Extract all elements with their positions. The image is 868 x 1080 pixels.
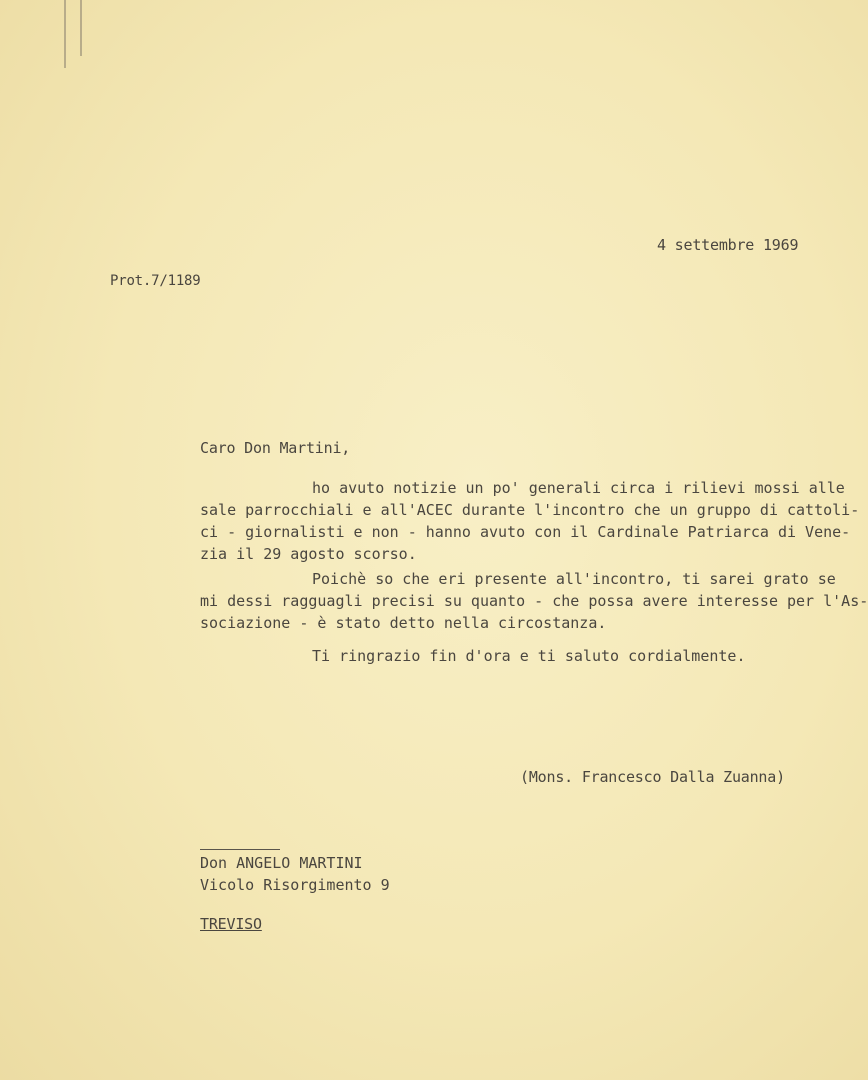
staple-mark	[80, 0, 82, 56]
paragraph-line: ho avuto notizie un po' generali circa i rilievi mossi alle	[312, 479, 845, 497]
paragraph-line: zia il 29 agosto scorso.	[200, 545, 417, 563]
paragraph-2	[200, 568, 868, 634]
paragraph-line: mi dessi ragguagli precisi su quanto - che possa avere interesse per l'As-	[200, 592, 868, 610]
recipient-street: Vicolo Risorgimento 9	[200, 876, 390, 894]
recipient-address	[200, 852, 390, 896]
paragraph-1	[200, 477, 860, 565]
paragraph-line: ci - giornalisti e non - hanno avuto con il Cardinale Patriarca di Vene-	[200, 523, 851, 541]
salutation: Caro Don Martini,	[200, 439, 351, 457]
paragraph-line: sociazione - è stato detto nella circostanza.	[200, 614, 607, 632]
signature: (Mons. Francesco Dalla Zuanna)	[520, 768, 785, 786]
letter-date: 4 settembre 1969	[657, 236, 799, 254]
paragraph-line: Ti ringrazio fin d'ora e ti saluto cordialmente.	[312, 647, 746, 665]
paragraph-line: sale parrocchiali e all'ACEC durante l'incontro che un gruppo di cattoli-	[200, 501, 860, 519]
recipient-divider	[200, 849, 280, 850]
paragraph-3	[200, 645, 840, 667]
recipient-city: TREVISO	[200, 915, 262, 933]
paragraph-line: Poichè so che eri presente all'incontro, ti sarei grato se	[312, 570, 836, 588]
protocol-number: Prot.7/1189	[110, 273, 201, 289]
staple-mark	[64, 0, 66, 68]
recipient-name: Don ANGELO MARTINI	[200, 854, 363, 872]
